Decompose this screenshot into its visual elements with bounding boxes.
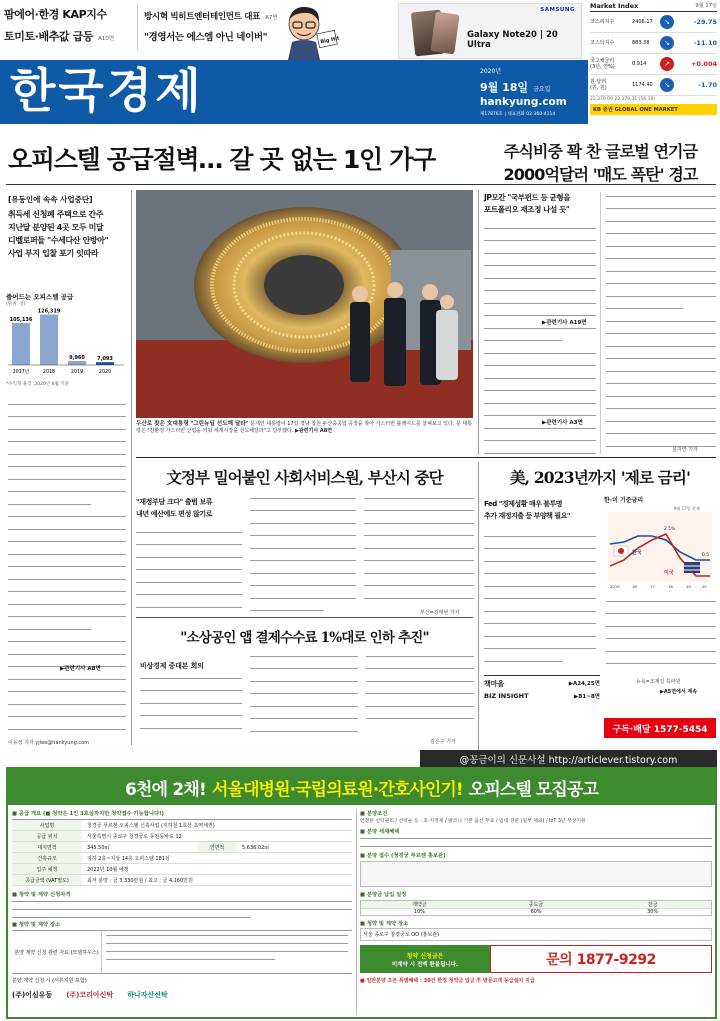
ad-right-place: 서울 종로구 창경궁로 OO (홍보관) xyxy=(360,928,712,941)
rate-sub: Fed "경제성황 매우 불투명 xyxy=(484,500,563,508)
rate-sub: 추가 재정지출 등 부양책 필요" xyxy=(484,512,571,520)
supply-year-label: 2017년 xyxy=(12,370,30,375)
lead-headline[interactable]: 오피스텔 공급절벽… 갈 곳 없는 1인 가구 xyxy=(8,145,435,174)
galaxy-product-name: Galaxy Note20 | 20 Ultra xyxy=(467,30,558,50)
market-index-date: 9월 17일 xyxy=(695,3,717,9)
teaser-kap-index[interactable] xyxy=(4,2,132,50)
ad-payment-table xyxy=(360,900,712,916)
ad-table-row xyxy=(12,842,352,853)
ad-bottom-note: ■ 일반분양 오픈 특별혜택 : 30건 한정 청약금 입금 후 방문고객 동급설치 지급 xyxy=(360,978,535,984)
pay-value: 60% xyxy=(530,909,542,915)
ad-left-title: ■ 공급 개요 (■ 청약은 1인 3호실까지만 청약접수 가능합니다!) xyxy=(12,811,164,817)
supply-bar-value: 126,319 xyxy=(37,308,61,315)
hotline-sub: 미계약 시 전액 환불됩니다. xyxy=(391,961,459,968)
biz-insight-box[interactable] xyxy=(484,675,600,715)
ad-table-key: 대지면적 xyxy=(12,842,82,852)
market-index-name: 국고채금리 (3년, 연%) xyxy=(590,58,615,70)
ad-table-value: 창경궁 푸르젠 오피스텔 신축사업 (지하철 1호선 초역세권) xyxy=(87,822,215,829)
teaser-sub: 토미토·배추값 급등 xyxy=(4,30,94,43)
photo-caption xyxy=(136,421,473,435)
market-index-row xyxy=(590,33,717,54)
photo-caption-title: 두산로 찾은 文대통령 xyxy=(136,421,189,427)
masthead-title: 한국경제 xyxy=(10,64,204,119)
svg-text:19: 19 xyxy=(686,584,691,589)
market-index-value: 0.914 xyxy=(632,61,647,67)
market-index-value: 883.38 xyxy=(632,40,650,46)
pay-value: 10% xyxy=(413,909,425,915)
phone-image-2 xyxy=(430,12,459,55)
supply-chart-title: 줄어드는 오피스텔 공급 xyxy=(6,293,74,301)
ad-right-panel xyxy=(360,809,712,1015)
ad-table-value: 지하 2층~지상 14층 오피스텔 181실 xyxy=(87,855,170,862)
teaser-page: A10면 xyxy=(98,36,115,42)
market-index-sub: 22,379.09 22,379.31 (56.19) xyxy=(590,97,656,102)
edition-site[interactable]: hankyung.com xyxy=(480,96,567,108)
svg-text:16: 16 xyxy=(632,584,637,589)
ad-hotline-box[interactable] xyxy=(360,945,712,973)
lead-subhead: 디벨로퍼들 "수세다산 안방아" xyxy=(8,236,109,245)
pension-byline: 설지연 기자 xyxy=(672,447,698,453)
supply-bar-value: 9,960 xyxy=(69,355,85,362)
ad-table-key: 연면적 xyxy=(197,842,237,852)
samsung-ad-banner[interactable] xyxy=(398,3,582,59)
rate-label-end: 0.5 xyxy=(702,553,710,558)
center-sub: 내년 예산에도 편성 않기로 xyxy=(136,510,213,518)
ad-headline-post: 오피스텔 모집공고 xyxy=(468,779,598,800)
ad-table-key: 공급금액 (VAT별도) xyxy=(12,875,82,885)
pension-body-2 xyxy=(606,190,716,448)
center-body-3 xyxy=(364,492,474,614)
edition-info xyxy=(480,66,584,117)
ad-headline-pre: 6천에 2채! xyxy=(124,779,206,800)
edition-issue: 제17876호 | 대표전화 02-360-4114 xyxy=(480,112,556,117)
ad-table-row xyxy=(12,831,352,842)
supply-bar xyxy=(12,323,30,365)
ad-supply-table xyxy=(12,819,352,886)
supply-year-label: 2019 xyxy=(70,370,84,375)
center-headline[interactable]: 文정부 밀어붙인 사회서비스원, 부산시 중단 xyxy=(166,468,443,487)
pension-headline-1[interactable]: 주식비중 꽉 찬 글로벌 연기금 xyxy=(503,142,698,161)
center-byline: 부산=김태현 기자 xyxy=(420,610,460,616)
pension-sub xyxy=(484,192,594,216)
subscribe-banner[interactable] xyxy=(604,718,716,738)
supply-chart-unit: (단위: 실) xyxy=(6,302,26,307)
market-index-change: -1.70 xyxy=(698,81,717,89)
rate-body-1 xyxy=(484,530,596,670)
ad-table-row xyxy=(12,853,352,864)
svg-text:2015: 2015 xyxy=(610,584,620,589)
supply-chart-svg xyxy=(6,307,126,377)
ad-left-panel xyxy=(12,809,352,1015)
supply-chart-note: *수익형 율리 :2020년 6월 기준 xyxy=(6,382,69,387)
pay-header: 계약금 xyxy=(412,902,427,908)
ad-right-title-1: ■ 분양조건 xyxy=(360,811,388,817)
pension-headline-2[interactable]: 2000억달러 '매도 폭탄' 경고 xyxy=(503,165,698,184)
cartoon-sign-text: Big Hit xyxy=(319,35,340,46)
samsung-logo: SAMSUNG xyxy=(540,7,575,13)
photo-caption-body: 문재인 대통령이 17일 경남 창원 두산중공업 공장을 찾아 가스터빈 블레이드를 살펴보고 있다. 문 대통령은 "친환경 가스터빈 산업을 키워 세계시장을 선도해달라"고 당부했다. xyxy=(136,421,473,434)
ad-left-place: 분양 계약 신청 관련 자료 (모델하우스) xyxy=(12,931,102,973)
market-index-value: 2406.17 xyxy=(632,19,653,25)
ad-table-row xyxy=(12,864,352,875)
edition-year: 2020년 xyxy=(480,68,502,75)
center-subs xyxy=(136,496,248,520)
svg-text:20: 20 xyxy=(702,584,707,589)
ad-table-value: 최저 분양 : 금 3,330만원 / 최고 : 금 4,160만원 xyxy=(87,877,193,884)
ad-headline-main: 서울대병원·국립의료원·간호사인기! xyxy=(211,779,463,800)
lead-subhead: 사업 부지 입찰 포기 잇따라 xyxy=(8,249,99,258)
sponsor-trust: (주)코리아신탁 xyxy=(66,991,114,999)
supply-chart xyxy=(6,292,128,392)
edition-weekday: 금요일 xyxy=(533,86,551,93)
ad-table-key: 건축규모 xyxy=(12,853,82,863)
ad-right-line-1: 안전한 신탁관리 / 선착순 등 : 호 지정제 / 발코니 기본 옵션 무료 / 임대 전문 (일부 제외) / IoT 3년 무상지원 xyxy=(360,819,586,824)
hotline-number[interactable]: 문의 1877-9292 xyxy=(546,952,656,968)
arrow-down-icon: ↘ xyxy=(660,36,674,50)
ad-table-value: 345.50㎡ xyxy=(87,844,110,851)
edition-date: 9월 18일 xyxy=(480,81,529,94)
pension-jump-1[interactable]: ▶관련기사 A19면 xyxy=(542,320,587,326)
arrow-down-icon: ↘ xyxy=(660,15,674,29)
lead-subhead: 지난달 분양된 4곳 모두 미달 xyxy=(8,223,104,232)
pension-jump-2[interactable]: ▶관련기사 A3면 xyxy=(542,420,583,426)
svg-text:17: 17 xyxy=(650,584,655,589)
teaser-page: A7면 xyxy=(265,15,278,21)
center-body-2 xyxy=(250,492,356,614)
rate-headline[interactable]: 美, 2023년까지 '제로 금리' xyxy=(509,468,691,487)
watermark-text: @꽁금이의 신문사설 http://articlever.tistory.com xyxy=(459,754,678,766)
rate-jump[interactable]: ▶A5면에서 계속 xyxy=(660,689,698,695)
market-index-row xyxy=(590,12,717,33)
subscribe-label: 구독·배달 1577-5454 xyxy=(612,724,708,735)
rate-subs xyxy=(484,498,600,522)
main-photo xyxy=(136,190,473,418)
photo-caption-credit[interactable]: ▶관련기사 A8면 xyxy=(294,428,333,434)
market-index-change: -11.10 xyxy=(693,39,717,47)
market-index-row xyxy=(590,75,717,96)
rate-body-2 xyxy=(606,595,716,675)
ad-right-title-3: ■ 분양 접수 (청경궁 푸르젠 홍보관) xyxy=(360,853,446,859)
rate-chart-title: 한·미 기준금리 xyxy=(604,497,644,504)
rate-legend-us: 미국 xyxy=(664,570,674,576)
supply-bar xyxy=(96,362,114,365)
svg-text:18: 18 xyxy=(668,584,673,589)
lead-jump[interactable]: ▶관련기사 A8면 xyxy=(60,666,101,672)
bottom-headline[interactable]: "소상공인 앱 결제수수료 1%대로 인하 추진" xyxy=(180,630,429,646)
rate-chart-note: 9월 17일 현재 xyxy=(674,506,700,511)
market-index-change: -29.75 xyxy=(693,18,717,26)
ad-table-row xyxy=(12,820,352,831)
bottom-body-1 xyxy=(140,672,242,742)
lead-subhead: 취득세 신청폐 주택으로 간주 xyxy=(8,210,104,219)
caricature-illustration xyxy=(280,2,340,60)
ad-table-key: 공급 위치 xyxy=(12,831,82,841)
supply-bar xyxy=(40,314,58,365)
rate-chart-svg xyxy=(604,504,716,590)
pay-value: 30% xyxy=(647,909,659,915)
lead-body xyxy=(8,398,126,734)
rate-label-high: 2.5% xyxy=(664,527,676,532)
watermark-banner xyxy=(420,750,717,767)
ad-left-title-3: ■ 청약 및 계약 장소 xyxy=(12,922,61,928)
market-index-name: 코스피지수 xyxy=(590,19,615,25)
sponsor-hana: 하나자산신탁 xyxy=(127,991,168,999)
bottom-sub: 비상경제 중대본 회의 xyxy=(140,662,204,670)
teaser-title: 팜에어·한경 KAP지수 xyxy=(4,8,107,21)
ad-right-title-5: ■ 청약 및 계약 장소 xyxy=(360,921,409,927)
photo-caption-quote: "그린뉴딜 선도해 달라" xyxy=(190,421,249,427)
ad-table-value: 서울특별시 종로구 창경궁로 동천동바로 12 xyxy=(87,833,182,840)
market-index-change: +0.004 xyxy=(690,60,717,68)
biz-page-1: ▶A24,25면 xyxy=(568,681,600,687)
rate-chart xyxy=(604,495,716,591)
ad-headline-bar xyxy=(8,769,715,805)
market-index-name: 원·달러 (원, 원) xyxy=(590,79,607,91)
biz-label: BIZ INSIGHT xyxy=(484,692,529,700)
center-body-1 xyxy=(136,526,242,616)
realestate-ad[interactable] xyxy=(6,767,717,1019)
market-index-row xyxy=(590,54,717,75)
bottom-body-3 xyxy=(366,650,474,738)
market-index-value: 1174.40 xyxy=(632,82,653,88)
pay-header: 잔금 xyxy=(647,902,658,908)
ad-table-row xyxy=(12,875,352,886)
teaser-quote: "경영서는 에스엠 아닌 네이버" xyxy=(144,32,268,43)
pension-sub-2: 포트폴리오 재조정 나설 듯" xyxy=(484,205,570,214)
pay-header: 중도금 xyxy=(528,902,544,908)
lead-tag: [유동인에 속속 사업중단] xyxy=(8,195,93,204)
market-index-name: 코스닥지수 xyxy=(590,40,615,46)
rate-legend-kr: 한국 xyxy=(632,550,642,556)
pension-sub-1: JP모간 "국부펀드 등 균형을 xyxy=(484,193,571,202)
ad-sponsors xyxy=(12,990,352,1000)
ad-right-title-4: ■ 분양금 납입 일정 xyxy=(360,892,407,898)
supply-year-label: 2018 xyxy=(42,370,56,375)
ad-table-key: 입주 예정 xyxy=(12,864,82,874)
lead-subheads xyxy=(8,208,128,260)
market-index-sponsor: KB 증권 GLOBAL ONE MARKET xyxy=(590,104,717,115)
center-sub: "재정부담 크다" 출범 보류 xyxy=(136,498,213,506)
lead-byline: 이유정 기자 yjlee@hankyung.com xyxy=(8,740,90,746)
ad-table-value: 2022년 10월 예정 xyxy=(87,866,129,873)
ad-left-title-2: ■ 청약 및 계약 신청자격 xyxy=(12,892,71,898)
bottom-byline: 김은구 기자 xyxy=(430,739,456,745)
ad-right-title-2: ■ 분양 세제혜택 xyxy=(360,829,400,835)
biz-page-2: ▶B1~8면 xyxy=(574,694,600,700)
arrow-up-icon: ↗ xyxy=(660,57,674,71)
hotline-label: 청약 신청금은 xyxy=(406,952,444,960)
market-index-title: Market Index xyxy=(590,2,639,10)
supply-year-label: 2020 xyxy=(98,370,112,375)
biz-title: 책마을 xyxy=(484,680,505,688)
ad-table-key: 사업명 xyxy=(12,820,82,830)
ad-left-bottom-note: 분양 계약 신청 시 (서류지원 포함) xyxy=(12,978,87,984)
sponsor-developer: (주)이심유동 xyxy=(12,991,53,999)
ad-table-value: 5,636.02㎡ xyxy=(242,844,270,851)
bottom-body-2 xyxy=(250,650,358,742)
supply-bar-value: 7,093 xyxy=(97,356,113,363)
rate-byline: 뉴욕=조재길 특파원 xyxy=(636,679,681,685)
market-index-box xyxy=(590,2,717,123)
supply-bar xyxy=(68,361,86,365)
supply-bar-value: 105,136 xyxy=(9,316,33,323)
arrow-down-icon: ↘ xyxy=(660,78,674,92)
teaser-title: 방시혁 빅히트엔터테인먼트 대표 xyxy=(144,12,261,22)
